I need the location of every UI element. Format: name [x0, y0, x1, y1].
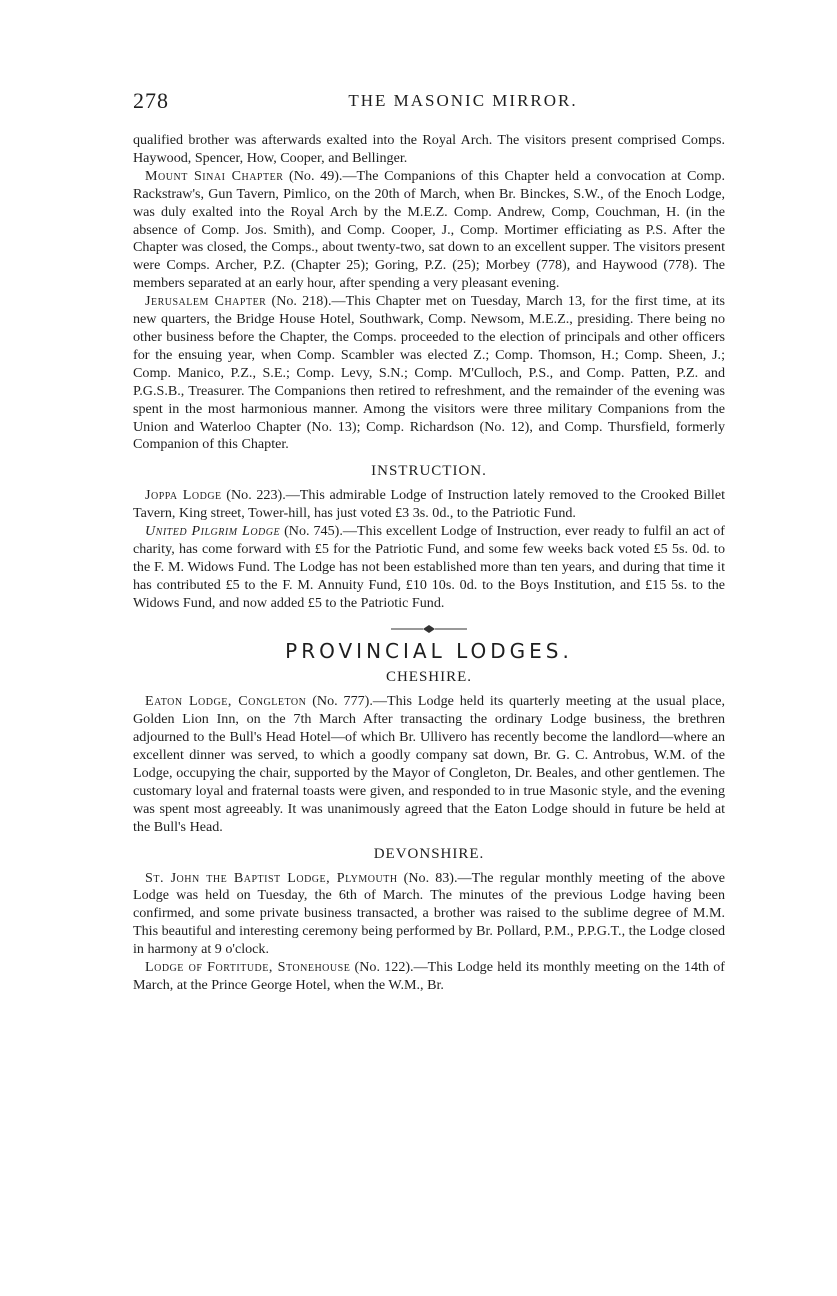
paragraph-body: (No. 223).—This admirable Lodge of Instruction lately removed to the Crooked Billet Tavern, King street, Tower-hill, has just voted £3 3s. 0d., to the Patriotic Fund. [133, 487, 725, 522]
page-number: 278 [133, 88, 169, 113]
section-heading-cheshire: CHESHIRE. [385, 669, 473, 686]
paragraph-body: (No. 777).—This Lodge held its quarterly meeting at the usual place, Golden Lion Inn, on the 7th March After transacting the ordinary Lodge business, the brethren adjourned to the Bull's Head Hotel—of which Br. Ullivero has recently become the landlord—where an excellent dinner was served, to which a goodly company sat down, Br. G. C. Antrobus, W.M. of the Lodge, occupying the chair, supported by the Mayor of Congleton, Dr. Beales, and other gentlemen. The customary loyal and fraternal toasts were given, and responded to in true Masonic style, and the evening was spent most agreeably. It was unanimously agreed that the Eaton Lodge should in future be held at the Bull's Head. [133, 693, 726, 835]
paragraph-heading: Mount Sinai Chapter [145, 167, 284, 184]
text-column [133, 132, 725, 995]
section-divider-ornament [133, 623, 725, 637]
section-heading-devonshire: DEVONSHIRE. [373, 845, 485, 862]
paragraph-st-john [133, 870, 725, 960]
section-heading-provincial: PROVINCIAL LODGES. [285, 638, 573, 663]
paragraph-eaton [133, 693, 725, 836]
paragraph-united-pilgrim [133, 523, 725, 613]
paragraph-body: (No. 49).—The Companions of this Chapter held a convocation at Comp. Rackstraw's, Gun Tavern, Pimlico, on the 20th of March, when Br. Binckes, S.W., of the Enoch Lodge, was duly exalted into the Royal Arch by the M.E.Z. Comp. Andrew, Comp, Couchman, H. (in the absence of Comp. Jos. Smith), and Comp. Cooper, J., Comp. Mortimer efficiating as P.S. After the Chapter was closed, the Comps., about twenty-two, sat down to an excellent supper. The visitors present were Comps. Archer, P.Z. (Chapter 25); Goring, P.Z. (25); Morbey (778), and Haywood (778). The members separated at an early hour, after spending a very pleasant evening. [133, 167, 725, 292]
paragraph-mount-sinai [133, 168, 725, 293]
paragraph-continuation: qualified brother was afterwards exalted into the Royal Arch. The visitors present comprised Comps. Haywood, Spencer, How, Cooper, and Bellinger. [133, 132, 725, 166]
journal-title: THE MASONIC MIRROR. [348, 91, 578, 110]
paragraph-fortitude [133, 959, 725, 995]
paragraph-body: (No. 122).—This Lodge held its monthly meeting on the 14th of March, at the Prince George Hotel, when the W.M., Br. [133, 959, 725, 993]
section-heading-instruction: INSTRUCTION. [371, 463, 487, 480]
paragraph-jerusalem [133, 293, 725, 454]
running-head [133, 88, 715, 112]
paragraph-body: (No. 83).—The regular monthly meeting of the above Lodge was held on Tuesday, the 6th of March. The minutes of the previous Lodge having been confirmed, and some private business transacted, a brother was raised to the sublime degree of M.M. This beautiful and interesting ceremony being performed by Br. Pollard, P.M., P.P.G.T., the Lodge closed in harmony at 9 o'clock. [133, 869, 725, 958]
paragraph-heading: St. John the Baptist Lodge, Plymouth [145, 869, 398, 886]
paragraph-heading: Joppa Lodge [145, 487, 222, 504]
divider-diamond-icon [389, 623, 469, 635]
paragraph-heading: Eaton Lodge, Congleton [145, 693, 307, 710]
paragraph-heading: Jerusalem Chapter [145, 293, 267, 310]
paragraph-joppa [133, 487, 725, 523]
paragraph-body: (No. 745).—This excellent Lodge of Instruction, ever ready to fulfil an act of charity, has come forward with £5 for the Patriotic Fund, and some few weeks back voted £5 5s. 0d. to the F. M. Widows Fund. The Lodge has not been established more than ten years, and during that time it has contributed £5 to the F. M. Annuity Fund, £10 10s. 0d. to the Boys Institution, and £15 5s. to the Widows Fund, and now added £5 to the Patriotic Fund. [133, 523, 725, 611]
paragraph-body: (No. 218).—This Chapter met on Tuesday, March 13, for the first time, at its new quarters, the Bridge House Hotel, Southwark, Comp. Newsom, M.E.Z., presiding. There being no other business before the Chapter, the Comps. proceeded to the election of principals and other officers for the ensuing year, when Comp. Scambler was elected Z.; Comp. Thomson, H.; Comp. Sheen, J.; Comp. Manico, P.Z., S.E.; Comp. Levy, S.N.; Comp. M'Culloch, P.S., and Comp. Patten, P.Z. and P.G.S.B., Treasurer. The Companions then retired to refreshment, and the remainder of the evening was spent in the most harmonious manner. Among the visitors were three military Companions from the Union and Waterloo Chapter (No. 13); Comp. Richardson (No. 12), and Comp. Thursfield, formerly Companion of this Chapter. [133, 293, 725, 453]
paragraph-heading: Lodge of Fortitude, Stonehouse [145, 959, 351, 976]
paragraph-heading: United Pilgrim Lodge [145, 523, 281, 540]
